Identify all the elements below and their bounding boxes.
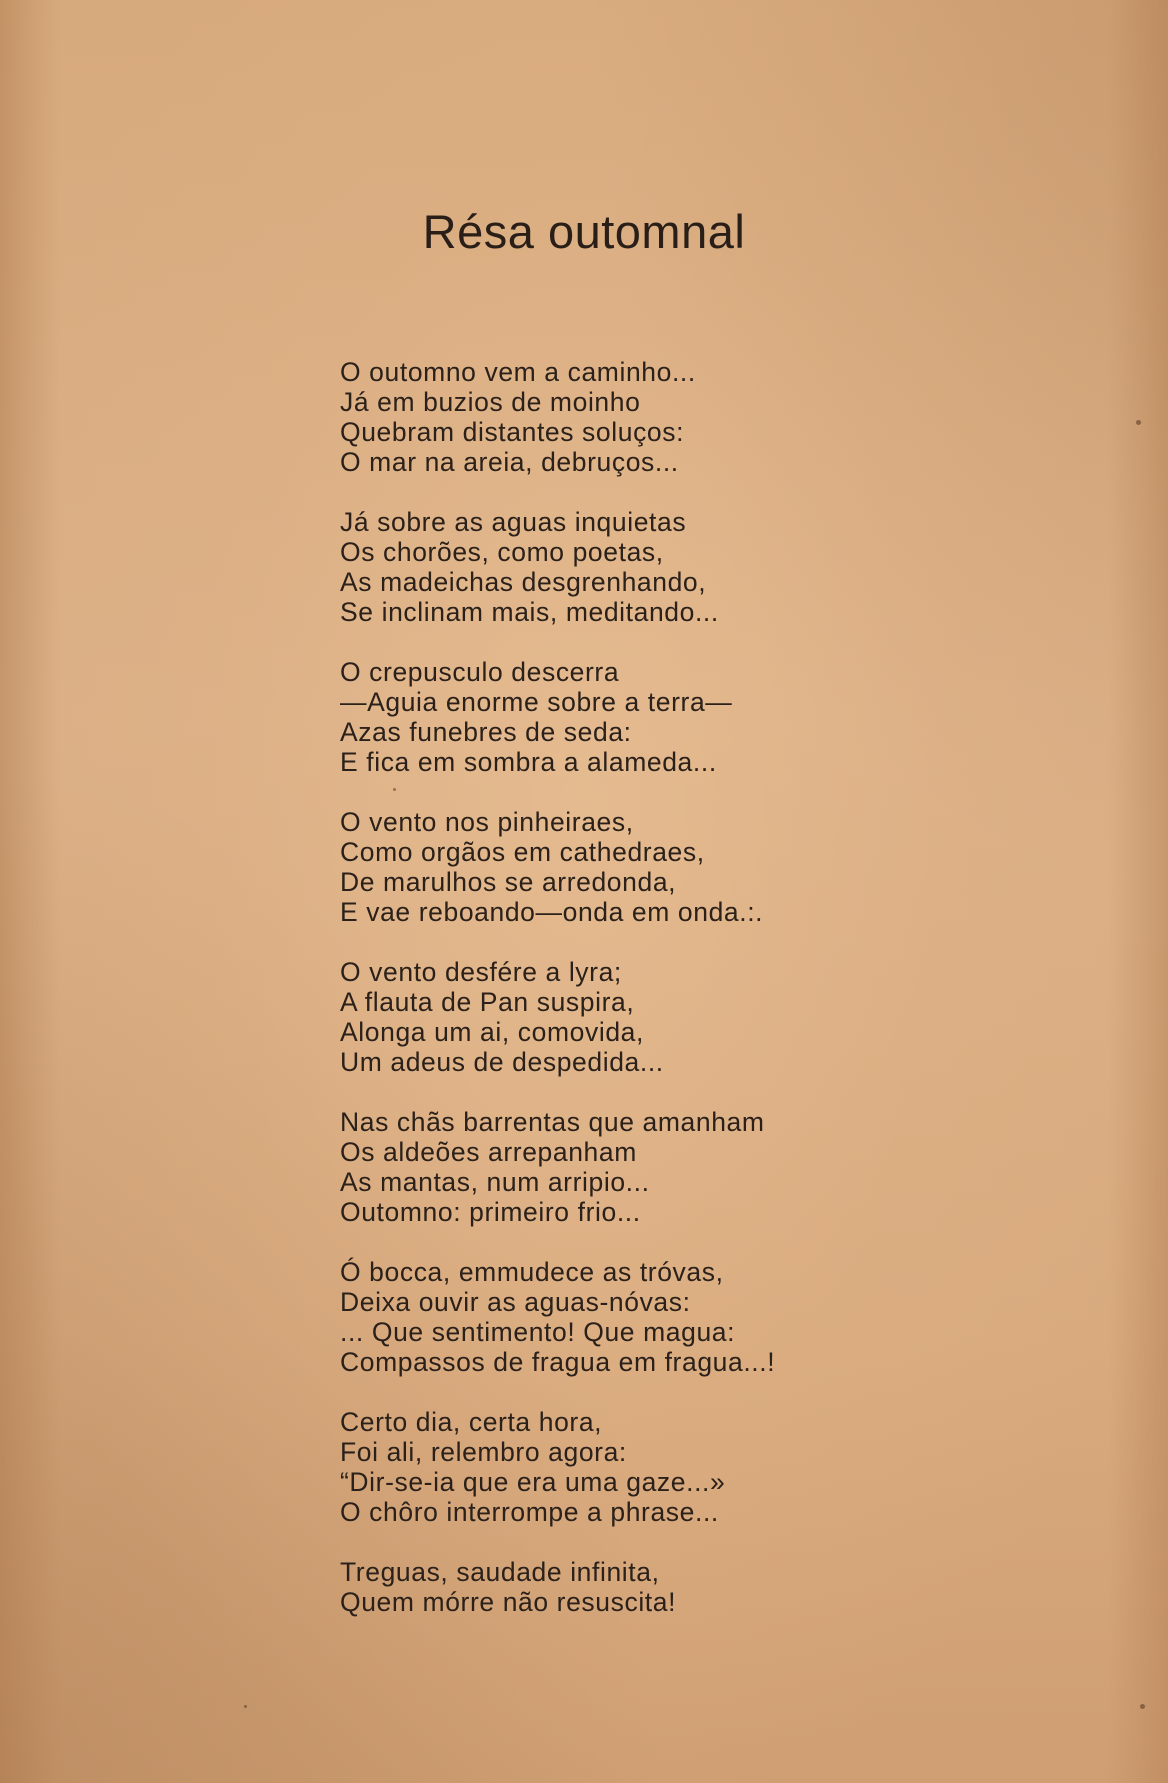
verse-line: E vae reboando—onda em onda.:.: [340, 897, 764, 927]
verse-line: Um adeus de despedida...: [340, 1047, 664, 1077]
verse-line: Os chorões, como poetas,: [340, 537, 664, 567]
verse-line: De marulhos se arredonda,: [340, 867, 677, 897]
verse-line: Os aldeões arrepanham: [340, 1137, 637, 1167]
verse-line: A flauta de Pan suspira,: [340, 987, 635, 1017]
verse-line: Já em buzios de moinho: [340, 387, 641, 417]
verse-line: Deixa ouvir as aguas-nóvas:: [340, 1287, 691, 1317]
verse-line: O crepusculo descerra: [340, 657, 620, 687]
verse-line: Se inclinam mais, meditando...: [340, 597, 719, 627]
verse-line: E fica em sombra a alameda...: [340, 747, 717, 777]
verse-line: —Aguia enorme sobre a terra—: [340, 687, 733, 717]
verse-line: Já sobre as aguas inquietas: [340, 507, 687, 537]
verse-line: O vento desfére a lyra;: [340, 957, 622, 987]
verse-line: Compassos de fragua em fragua...!: [340, 1347, 776, 1377]
verse-line: Nas chãs barrentas que amanham: [340, 1107, 765, 1137]
verse-line: O outomno vem a caminho...: [340, 357, 696, 387]
stanza: [340, 657, 1120, 777]
page-edge-shadow-left: [0, 0, 60, 1783]
verse-line: ... Que sentimento! Que magua:: [340, 1317, 736, 1347]
stanza: [340, 1257, 1120, 1377]
paper-speck: [1140, 1704, 1145, 1709]
paper-speck: [1136, 420, 1141, 425]
verse-line: Quem mórre não resuscita!: [340, 1587, 677, 1617]
stanza: [340, 1407, 1120, 1527]
stanza: [340, 1557, 1120, 1617]
verse-line: As mantas, num arripio...: [340, 1167, 650, 1197]
verse-line: Ó bocca, emmudece as tróvas,: [340, 1257, 724, 1287]
verse-line: O mar na areia, debruços...: [340, 447, 679, 477]
poem-title: Résa outomnal: [422, 205, 746, 258]
stanza: [340, 1107, 1120, 1227]
verse-line: Outomno: primeiro frio...: [340, 1197, 641, 1227]
verse-line: Certo dia, certa hora,: [340, 1407, 603, 1437]
verse-line: Azas funebres de seda:: [340, 717, 632, 747]
paper-speck: [244, 1705, 247, 1708]
stanza: [340, 807, 1120, 927]
stanza: [340, 507, 1120, 627]
verse-line: O chôro interrompe a phrase...: [340, 1497, 719, 1527]
verse-line: Quebram distantes soluços:: [340, 417, 685, 447]
stanza: [340, 957, 1120, 1077]
verse-line: As madeichas desgrenhando,: [340, 567, 707, 597]
verse-line: O vento nos pinheiraes,: [340, 807, 634, 837]
stanza: [340, 357, 1120, 477]
verse-line: Alonga um ai, comovida,: [340, 1017, 644, 1047]
verse-line: “Dir-se-ia que era uma gaze...»: [340, 1467, 726, 1497]
verse-line: Como orgãos em cathedraes,: [340, 837, 705, 867]
poem-body: [340, 357, 1120, 1647]
verse-line: Foi ali, relembro agora:: [340, 1437, 627, 1467]
verse-line: Treguas, saudade infinita,: [340, 1557, 660, 1587]
